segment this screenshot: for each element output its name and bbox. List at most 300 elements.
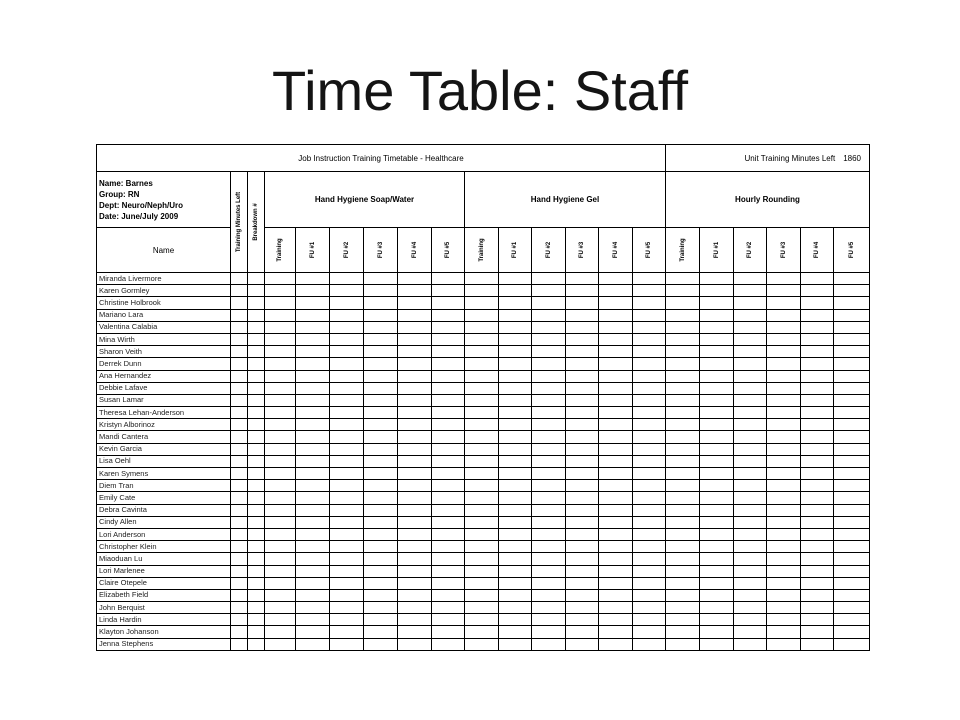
- table-cell: [599, 370, 633, 382]
- table-cell: [248, 626, 265, 638]
- table-cell: [566, 480, 599, 492]
- table-cell: [265, 358, 296, 370]
- table-cell: [767, 565, 801, 577]
- table-cell: [499, 577, 532, 589]
- table-cell: [465, 553, 499, 565]
- table-cell: [465, 431, 499, 443]
- table-cell: [248, 419, 265, 431]
- table-cell: [599, 589, 633, 601]
- table-cell: [532, 541, 566, 553]
- table-cell: [767, 346, 801, 358]
- table-cell: [734, 541, 767, 553]
- table-cell: [265, 370, 296, 382]
- table-cell: [248, 492, 265, 504]
- subcol-header-label: FU #4: [612, 241, 619, 259]
- table-cell: [296, 626, 330, 638]
- table-cell: [330, 321, 364, 333]
- table-cell: [265, 285, 296, 297]
- table-cell: [231, 528, 248, 540]
- table-cell: [599, 602, 633, 614]
- table-cell: [432, 273, 465, 285]
- table-row: [97, 565, 870, 577]
- subcol-header-soap-water-2: [330, 228, 364, 273]
- staff-name: Claire Otepele: [97, 577, 231, 589]
- table-cell: [231, 285, 248, 297]
- table-cell: [398, 309, 432, 321]
- table-cell: [296, 553, 330, 565]
- table-cell: [700, 297, 734, 309]
- table-cell: [767, 419, 801, 431]
- table-cell: [599, 285, 633, 297]
- table-cell: [265, 492, 296, 504]
- table-cell: [248, 309, 265, 321]
- subcol-header-gel-0: [465, 228, 499, 273]
- table-cell: [734, 468, 767, 480]
- table-cell: [499, 346, 532, 358]
- table-cell: [767, 407, 801, 419]
- table-cell: [700, 541, 734, 553]
- table-cell: [532, 602, 566, 614]
- subcol-header-hourly-rounding-1: [700, 228, 734, 273]
- staff-name: Diem Tran: [97, 480, 231, 492]
- table-cell: [398, 468, 432, 480]
- table-cell: [398, 431, 432, 443]
- table-cell: [465, 370, 499, 382]
- table-cell: [231, 480, 248, 492]
- table-cell: [248, 565, 265, 577]
- table-cell: [364, 273, 398, 285]
- table-cell: [364, 504, 398, 516]
- table-cell: [666, 455, 700, 467]
- table-cell: [801, 541, 834, 553]
- subcol-header-gel-2: [532, 228, 566, 273]
- subcol-header-soap-water-1: [296, 228, 330, 273]
- table-cell: [767, 480, 801, 492]
- table-cell: [801, 553, 834, 565]
- table-cell: [248, 504, 265, 516]
- table-cell: [633, 565, 666, 577]
- table-cell: [330, 382, 364, 394]
- table-cell: [700, 614, 734, 626]
- table-cell: [248, 333, 265, 345]
- staff-name: Miranda Livermore: [97, 273, 231, 285]
- table-cell: [248, 273, 265, 285]
- table-cell: [296, 443, 330, 455]
- table-cell: [700, 273, 734, 285]
- table-cell: [834, 394, 870, 406]
- table-cell: [700, 468, 734, 480]
- table-row: [97, 333, 870, 345]
- table-cell: [231, 382, 248, 394]
- table-cell: [767, 626, 801, 638]
- table-cell: [700, 455, 734, 467]
- table-cell: [398, 589, 432, 601]
- table-cell: [296, 394, 330, 406]
- table-cell: [734, 492, 767, 504]
- table-cell: [734, 602, 767, 614]
- table-cell: [767, 528, 801, 540]
- table-cell: [398, 443, 432, 455]
- table-cell: [666, 528, 700, 540]
- table-cell: [499, 480, 532, 492]
- table-cell: [231, 333, 248, 345]
- table-cell: [566, 516, 599, 528]
- table-row: [97, 297, 870, 309]
- table-cell: [566, 321, 599, 333]
- table-cell: [499, 516, 532, 528]
- table-cell: [532, 468, 566, 480]
- table-cell: [330, 614, 364, 626]
- table-cell: [532, 273, 566, 285]
- table-cell: [801, 309, 834, 321]
- table-cell: [231, 602, 248, 614]
- staff-name: Lori Marlenee: [97, 565, 231, 577]
- table-cell: [398, 419, 432, 431]
- info-block: [97, 172, 231, 228]
- subcol-header-label: FU #2: [747, 241, 753, 259]
- table-cell: [296, 297, 330, 309]
- table-cell: [231, 553, 248, 565]
- table-cell: [465, 480, 499, 492]
- table-cell: [398, 358, 432, 370]
- table-cell: [265, 273, 296, 285]
- group-header-soap-water: Hand Hygiene Soap/Water: [265, 172, 465, 228]
- table-cell: [231, 443, 248, 455]
- table-cell: [834, 407, 870, 419]
- table-cell: [734, 480, 767, 492]
- table-cell: [599, 419, 633, 431]
- table-cell: [633, 602, 666, 614]
- table-cell: [265, 321, 296, 333]
- table-cell: [432, 394, 465, 406]
- table-cell: [265, 443, 296, 455]
- table-cell: [666, 602, 700, 614]
- table-cell: [231, 273, 248, 285]
- table-cell: [767, 297, 801, 309]
- table-row: [97, 468, 870, 480]
- table-cell: [499, 541, 532, 553]
- subcol-header-hourly-rounding-4: [801, 228, 834, 273]
- table-cell: [265, 638, 296, 650]
- table-cell: [231, 455, 248, 467]
- table-cell: [499, 528, 532, 540]
- table-cell: [296, 565, 330, 577]
- table-cell: [432, 358, 465, 370]
- table-cell: [566, 455, 599, 467]
- table-cell: [465, 516, 499, 528]
- table-cell: [532, 614, 566, 626]
- table-cell: [265, 614, 296, 626]
- table-cell: [734, 577, 767, 589]
- table-cell: [398, 638, 432, 650]
- table-cell: [834, 589, 870, 601]
- table-cell: [700, 589, 734, 601]
- table-cell: [566, 504, 599, 516]
- table-cell: [734, 589, 767, 601]
- table-cell: [296, 382, 330, 394]
- staff-name: Mina Wirth: [97, 333, 231, 345]
- table-cell: [265, 346, 296, 358]
- table-cell: [296, 638, 330, 650]
- table-cell: [834, 516, 870, 528]
- table-cell: [834, 553, 870, 565]
- table-cell: [666, 504, 700, 516]
- table-cell: [296, 346, 330, 358]
- table-cell: [633, 614, 666, 626]
- table-cell: [834, 638, 870, 650]
- table-cell: [532, 419, 566, 431]
- table-title: Job Instruction Training Timetable - Healthcare: [97, 145, 666, 172]
- table-cell: [666, 321, 700, 333]
- table-cell: [666, 370, 700, 382]
- table-cell: [465, 407, 499, 419]
- table-cell: [330, 394, 364, 406]
- table-cell: [296, 528, 330, 540]
- table-cell: [633, 407, 666, 419]
- table-cell: [767, 285, 801, 297]
- table-cell: [834, 346, 870, 358]
- table-cell: [265, 419, 296, 431]
- table-cell: [767, 382, 801, 394]
- table-cell: [364, 407, 398, 419]
- table-cell: [666, 565, 700, 577]
- table-cell: [734, 285, 767, 297]
- table-cell: [666, 480, 700, 492]
- staff-name: Valentina Calabia: [97, 321, 231, 333]
- table-cell: [633, 382, 666, 394]
- table-cell: [364, 346, 398, 358]
- table-cell: [566, 297, 599, 309]
- table-cell: [330, 480, 364, 492]
- table-cell: [330, 553, 364, 565]
- table-cell: [633, 333, 666, 345]
- table-cell: [296, 614, 330, 626]
- table-cell: [801, 297, 834, 309]
- table-cell: [330, 358, 364, 370]
- table-row: [97, 516, 870, 528]
- table-cell: [633, 638, 666, 650]
- table-cell: [330, 346, 364, 358]
- table-cell: [834, 565, 870, 577]
- table-cell: [834, 297, 870, 309]
- table-cell: [734, 394, 767, 406]
- table-cell: [465, 419, 499, 431]
- info-date: Date: June/July 2009: [99, 211, 179, 221]
- table-cell: [767, 602, 801, 614]
- table-row: [97, 577, 870, 589]
- table-row: [97, 321, 870, 333]
- table-cell: [330, 443, 364, 455]
- table-cell: [330, 541, 364, 553]
- table-cell: [834, 468, 870, 480]
- table-cell: [330, 309, 364, 321]
- table-cell: [633, 528, 666, 540]
- table-cell: [700, 528, 734, 540]
- table-cell: [499, 407, 532, 419]
- table-cell: [599, 273, 633, 285]
- table-cell: [330, 370, 364, 382]
- table-cell: [801, 455, 834, 467]
- table-cell: [566, 638, 599, 650]
- table-cell: [432, 516, 465, 528]
- table-cell: [231, 309, 248, 321]
- table-cell: [532, 394, 566, 406]
- table-cell: [801, 358, 834, 370]
- table-cell: [566, 589, 599, 601]
- table-cell: [231, 589, 248, 601]
- table-cell: [801, 589, 834, 601]
- table-cell: [834, 273, 870, 285]
- table-cell: [801, 614, 834, 626]
- table-cell: [398, 321, 432, 333]
- table-cell: [834, 602, 870, 614]
- table-cell: [364, 309, 398, 321]
- table-cell: [231, 565, 248, 577]
- table-cell: [532, 504, 566, 516]
- table-cell: [599, 394, 633, 406]
- subcol-header-label: FU #2: [545, 241, 552, 259]
- table-cell: [364, 370, 398, 382]
- table-cell: [734, 504, 767, 516]
- table-cell: [265, 602, 296, 614]
- table-cell: [265, 309, 296, 321]
- staff-name: Christine Holbrook: [97, 297, 231, 309]
- table-cell: [231, 614, 248, 626]
- table-cell: [499, 602, 532, 614]
- table-cell: [666, 419, 700, 431]
- table-cell: [599, 638, 633, 650]
- table-cell: [265, 455, 296, 467]
- table-cell: [248, 285, 265, 297]
- table-cell: [734, 553, 767, 565]
- table-cell: [532, 626, 566, 638]
- info-group: Group: RN: [99, 189, 140, 199]
- table-cell: [398, 602, 432, 614]
- table-cell: [599, 358, 633, 370]
- table-cell: [633, 394, 666, 406]
- slide-title: Time Table: Staff: [271, 59, 689, 122]
- table-cell: [364, 297, 398, 309]
- table-cell: [432, 443, 465, 455]
- table-cell: [432, 333, 465, 345]
- table-cell: [231, 468, 248, 480]
- table-cell: [801, 419, 834, 431]
- table-cell: [599, 480, 633, 492]
- table-cell: [432, 602, 465, 614]
- table-cell: [566, 419, 599, 431]
- table-cell: [465, 321, 499, 333]
- table-cell: [633, 431, 666, 443]
- table-cell: [330, 577, 364, 589]
- table-cell: [532, 346, 566, 358]
- table-cell: [834, 492, 870, 504]
- subcol-header-soap-water-5: [432, 228, 465, 273]
- staff-name: Emily Cate: [97, 492, 231, 504]
- table-cell: [599, 504, 633, 516]
- table-cell: [248, 382, 265, 394]
- table-cell: [265, 382, 296, 394]
- table-cell: [633, 553, 666, 565]
- table-cell: [566, 602, 599, 614]
- table-cell: [499, 309, 532, 321]
- table-cell: [666, 626, 700, 638]
- table-cell: [801, 468, 834, 480]
- table-cell: [265, 528, 296, 540]
- table-cell: [296, 455, 330, 467]
- table-cell: [734, 626, 767, 638]
- table-cell: [465, 273, 499, 285]
- table-cell: [666, 492, 700, 504]
- subcol-header-soap-water-0: [265, 228, 296, 273]
- table-cell: [499, 504, 532, 516]
- table-cell: [265, 297, 296, 309]
- group-header-gel: Hand Hygiene Gel: [465, 172, 666, 228]
- staff-name: Cindy Allen: [97, 516, 231, 528]
- unit-training-minutes: [666, 145, 870, 172]
- staff-name: Derrek Dunn: [97, 358, 231, 370]
- table-cell: [633, 346, 666, 358]
- table-cell: [801, 516, 834, 528]
- table-cell: [700, 419, 734, 431]
- table-cell: [499, 297, 532, 309]
- table-cell: [566, 626, 599, 638]
- table-cell: [599, 614, 633, 626]
- table-cell: [398, 346, 432, 358]
- table-cell: [499, 589, 532, 601]
- table-cell: [767, 614, 801, 626]
- table-cell: [734, 382, 767, 394]
- table-cell: [330, 638, 364, 650]
- table-cell: [248, 602, 265, 614]
- table-cell: [432, 285, 465, 297]
- table-cell: [265, 394, 296, 406]
- table-cell: [398, 553, 432, 565]
- table-cell: [801, 577, 834, 589]
- table-cell: [767, 504, 801, 516]
- table-cell: [330, 516, 364, 528]
- subcol-header-gel-3: [566, 228, 599, 273]
- table-cell: [364, 480, 398, 492]
- table-cell: [248, 614, 265, 626]
- subcol-header-label: FU #3: [579, 241, 585, 259]
- table-row: [97, 443, 870, 455]
- table-cell: [666, 297, 700, 309]
- table-cell: [801, 321, 834, 333]
- table-row: [97, 273, 870, 285]
- table-cell: [767, 589, 801, 601]
- table-cell: [248, 455, 265, 467]
- table-cell: [364, 638, 398, 650]
- table-cell: [364, 333, 398, 345]
- table-cell: [231, 638, 248, 650]
- table-cell: [599, 455, 633, 467]
- table-cell: [330, 468, 364, 480]
- table-cell: [398, 528, 432, 540]
- table-cell: [767, 309, 801, 321]
- table-cell: [566, 468, 599, 480]
- table-cell: [364, 602, 398, 614]
- table-cell: [666, 614, 700, 626]
- table-cell: [532, 492, 566, 504]
- table-cell: [700, 638, 734, 650]
- table-cell: [296, 333, 330, 345]
- table-cell: [566, 394, 599, 406]
- table-cell: [499, 358, 532, 370]
- table-cell: [296, 468, 330, 480]
- table-cell: [599, 468, 633, 480]
- staff-name: Lori Anderson: [97, 528, 231, 540]
- table-cell: [432, 419, 465, 431]
